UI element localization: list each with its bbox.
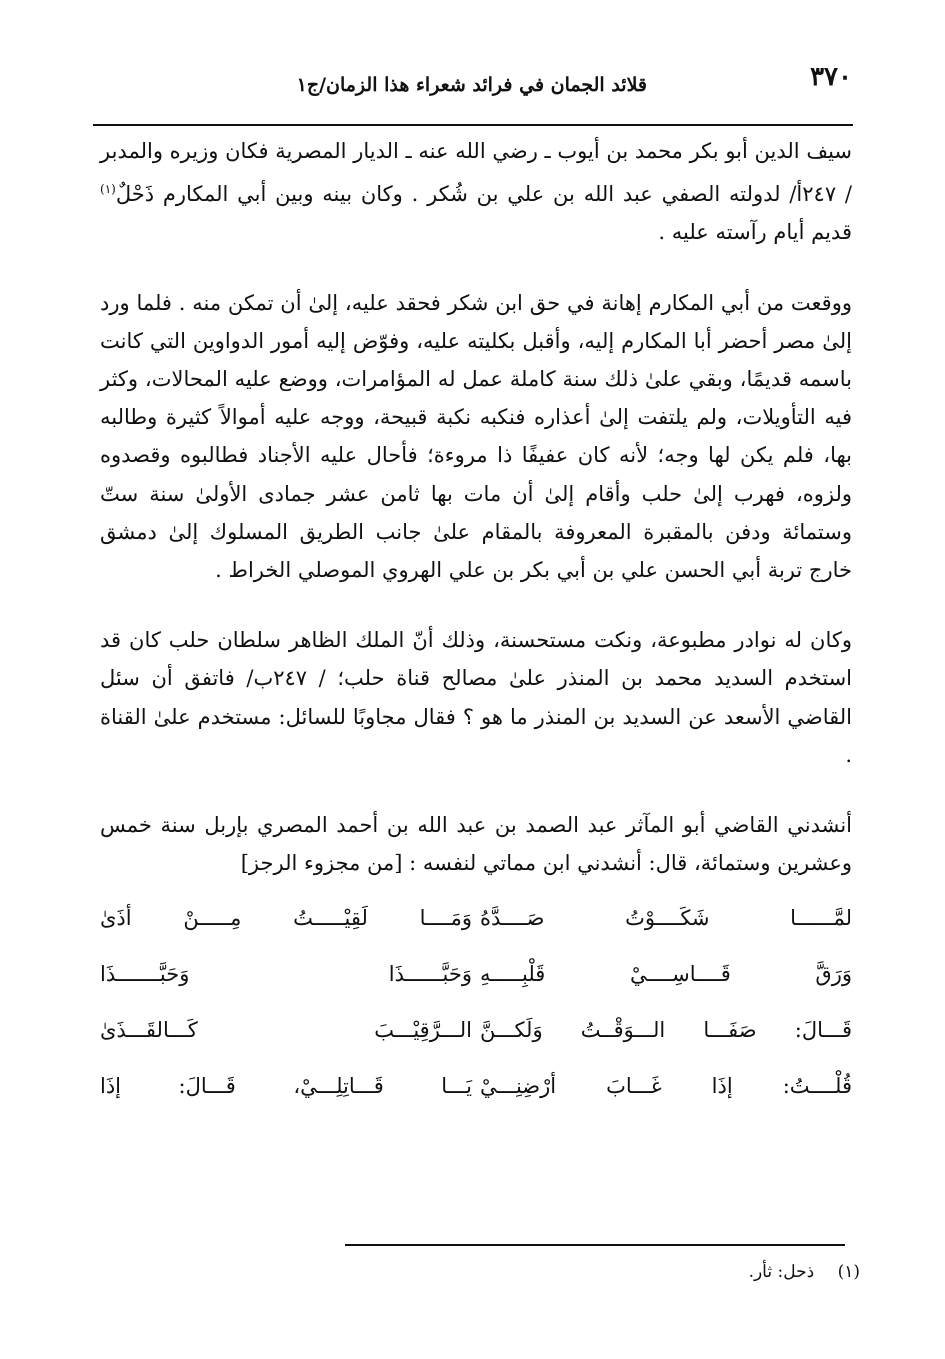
verse-line — [100, 1058, 852, 1114]
poem — [100, 890, 852, 1114]
footnote-reference: (١) — [100, 182, 116, 197]
verse-second-hemistich: الـــرَّقِيْـــبَ كَـــالقَـــذَىٰ — [100, 1018, 472, 1043]
verse-first-hemistich: وَرَقَّ قَــــاسِــــيْ قَلْبِـــــهِ — [480, 962, 852, 987]
verse-second-hemistich: وَحَبَّــــــذَا وَحَبَّـــــــذَا — [100, 962, 472, 987]
footnote-text: ذحل: ثأر. — [748, 1262, 815, 1282]
verse-line — [100, 1002, 852, 1058]
verse-first-hemistich: قُلْــــتُ: إذَا غَـــابَ أرْضِنِـــيْ — [480, 1074, 852, 1099]
paragraph-4: أنشدني القاضي أبو المآثر عبد الصمد بن عبد الله بن أحمد المصري بإربل سنة خمس وعشرين وستمائة، قال: أنشدني ابن مماتي لنفسه : [من مجزوء الرجز] — [100, 813, 852, 876]
verse-second-hemistich: يَـــا قَـــاتِلِـــيْ، قَـــالَ: إذَا — [100, 1074, 472, 1099]
verse-line — [100, 890, 852, 946]
footnote-marker: (١) — [837, 1262, 860, 1282]
page-header — [95, 62, 852, 106]
page-number: ٣٧٠ — [810, 62, 852, 92]
footnote-separator — [345, 1244, 845, 1246]
verse-first-hemistich: قَـــالَ: صَفَـــا الـــوَقْــتُ وَلَكـــنَّ — [480, 1018, 852, 1043]
paragraph-1-text: سيف الدين أبو بكر محمد بن أيوب ـ رضي الله عنه ـ الديار المصرية فكان وزيره والمدبر / ٢٤٧أ/ لدولته الصفي عبد الله بن علي بن شُكر . وكان بينه وبين أبي المكارم ذَحْلٌ — [100, 139, 852, 207]
verse-first-hemistich: لمَّــــــا شَكَــــوْتُ صَــــدَّهُ — [480, 906, 852, 931]
header-rule — [93, 124, 853, 126]
running-title: قلائد الجمان في فرائد شعراء هذا الزمان/ج١ — [296, 74, 647, 96]
paragraph-1 — [100, 132, 852, 252]
footnotes — [749, 1262, 860, 1282]
paragraph-3: وكان له نوادر مطبوعة، ونكت مستحسنة، وذلك أنّ الملك الظاهر سلطان حلب كان قد استخدم السديد محمد بن المنذر علىٰ مصالح قناة حلب؛ / ٢٤٧ب/ فاتفق أن سئل القاضي الأسعد عن السديد بن المنذر ما هو ؟ فقال مجاوبًا للسائل: مستخدم علىٰ القناة . — [100, 628, 852, 767]
verse-second-hemistich: وَمَــــا لَقِيْـــــتُ مِـــــنْ أذَىٰ — [100, 906, 472, 931]
paragraph-2: ووقعت من أبي المكارم إهانة في حق ابن شكر فحقد عليه، إلىٰ أن تمكن منه . فلما ورد إلىٰ مصر أحضر أبا المكارم إليه، وأقبل بكليته عليه، وفوّض إليه أمور الدواوين التي كانت باسمه قديمًا، وبقي علىٰ ذلك سنة كاملة عمل له المؤامرات، ووضع عليه المحالات، وكثر فيه التأويلات، ولم يلتفت إلىٰ أعذاره فنكبه نكبة قبيحة، ووجه عليه أموالاً كثيرة وطالبه بها، فلم يكن لها وجه؛ لأنه كان عفيفًا ذا مروءة؛ فأحال عليه الأجناد فطالبوه وقصدوه ولزوه، فهرب إلىٰ حلب وأقام إلىٰ أن مات بها ثامن عشر جمادى الأولىٰ سنة ستّ وستمائة ودفن بالمقبرة المعروفة بالمقام علىٰ جانب الطريق المسلوك إلىٰ دمشق خارج تربة أبي الحسن علي بن أبي بكر بن علي الهروي الموصلي الخراط . — [100, 290, 852, 583]
paragraph-1-continuation: قديم أيام رآسته عليه . — [658, 220, 852, 245]
verse-line — [100, 946, 852, 1002]
main-text — [100, 132, 852, 1114]
